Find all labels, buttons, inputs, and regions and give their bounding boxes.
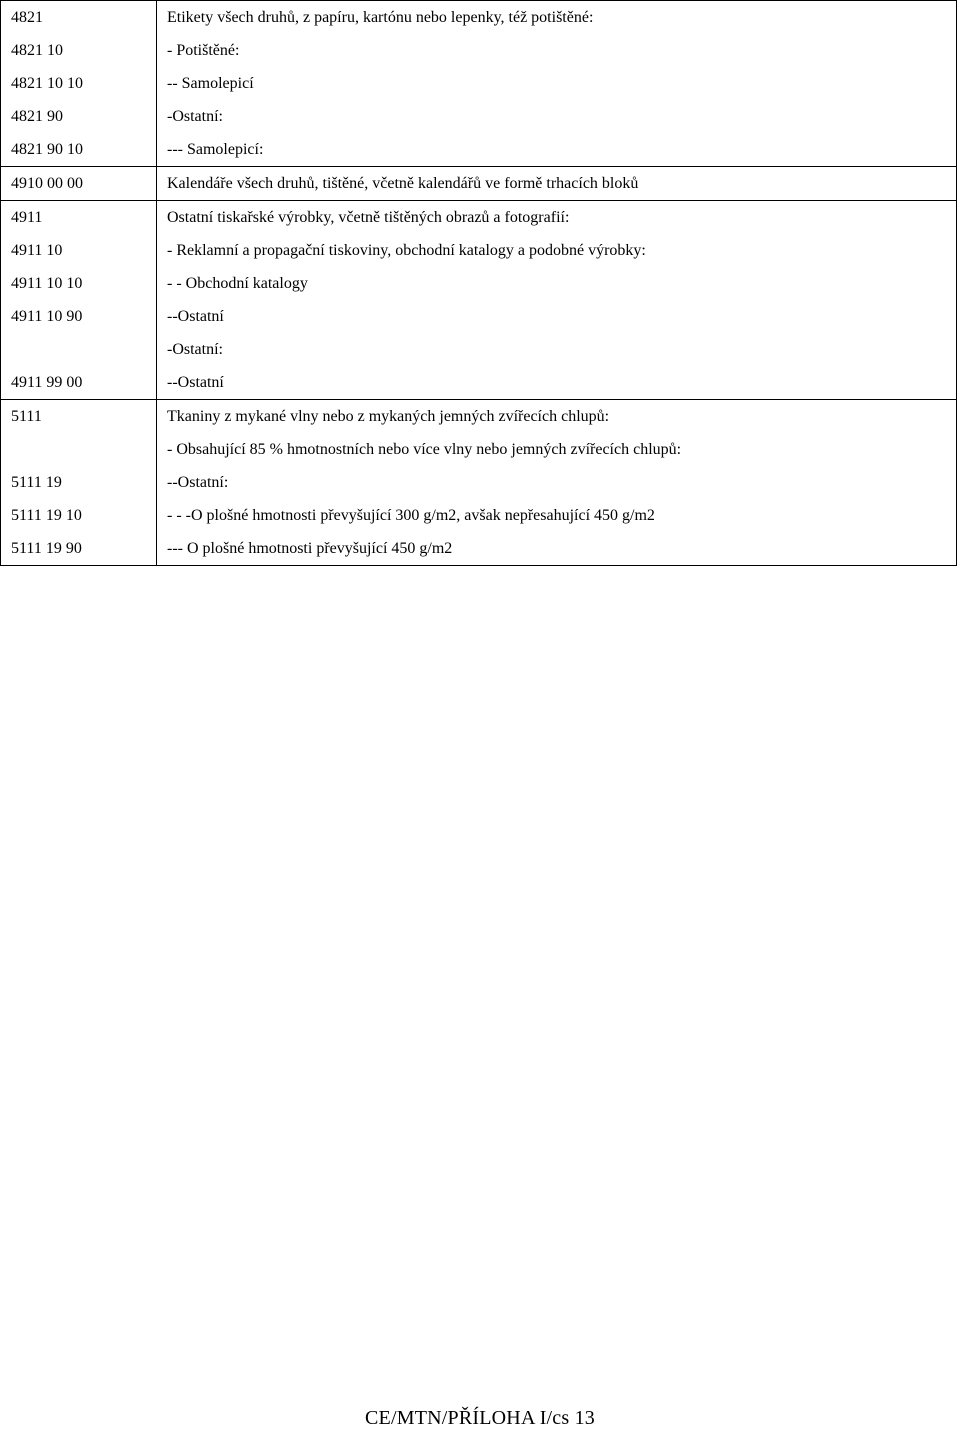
- tariff-description: -- Samolepicí: [167, 75, 254, 92]
- tariff-description: -Ostatní:: [167, 341, 223, 358]
- description-cell: [157, 1, 957, 167]
- tariff-description: --Ostatní:: [167, 474, 229, 491]
- table-row: [1, 400, 957, 566]
- tariff-description: - - -O plošné hmotnosti převyšující 300 g/m2, avšak nepřesahující 450 g/m2: [167, 507, 655, 524]
- tariff-table-body: [1, 1, 957, 566]
- tariff-description: - Reklamní a propagační tiskoviny, obchodní katalogy a podobné výrobky:: [167, 242, 646, 259]
- tariff-code: 5111: [11, 408, 42, 425]
- code-cell: [1, 1, 157, 167]
- tariff-code: 4911: [11, 209, 43, 226]
- description-cell: [157, 400, 957, 566]
- tariff-code: [11, 333, 156, 366]
- description-cell: [157, 201, 957, 400]
- tariff-code: 4910 00 00: [11, 175, 83, 192]
- tariff-description: --Ostatní: [167, 308, 224, 325]
- code-cell: [1, 201, 157, 400]
- table-row: [1, 167, 957, 201]
- tariff-description: Etikety všech druhů, z papíru, kartónu nebo lepenky, též potištěné:: [167, 9, 594, 26]
- table-row: [1, 201, 957, 400]
- tariff-description: - Potištěné:: [167, 42, 240, 59]
- tariff-description: --- Samolepicí:: [167, 141, 264, 158]
- tariff-code: 4821: [11, 9, 43, 26]
- page-footer: CE/MTN/PŘÍLOHA I/cs 13: [365, 1407, 595, 1429]
- tariff-code: 4821 90 10: [11, 141, 83, 158]
- tariff-description: - Obsahující 85 % hmotnostních nebo více vlny nebo jemných zvířecích chlupů:: [167, 441, 682, 458]
- tariff-description: - - Obchodní katalogy: [167, 275, 308, 292]
- tariff-code: 4911 10: [11, 242, 63, 259]
- tariff-code: 4821 10 10: [11, 75, 83, 92]
- tariff-code: 4911 10 10: [11, 275, 83, 292]
- tariff-code: 5111 19 90: [11, 540, 82, 557]
- tariff-code: 4911 99 00: [11, 374, 83, 391]
- tariff-description: Ostatní tiskařské výrobky, včetně tištěných obrazů a fotografií:: [167, 209, 570, 226]
- tariff-code: 5111 19: [11, 474, 62, 491]
- description-cell: [157, 167, 957, 201]
- table-row: [1, 1, 957, 167]
- tariff-description: Kalendáře všech druhů, tištěné, včetně kalendářů ve formě trhacích bloků: [167, 175, 639, 192]
- tariff-code: 4911 10 90: [11, 308, 83, 325]
- tariff-description: --Ostatní: [167, 374, 224, 391]
- code-cell: [1, 167, 157, 201]
- tariff-description: -Ostatní:: [167, 108, 223, 125]
- tariff-code-table: [0, 0, 957, 566]
- tariff-code: 4821 90: [11, 108, 63, 125]
- tariff-description: --- O plošné hmotnosti převyšující 450 g/m2: [167, 540, 453, 557]
- tariff-code: 5111 19 10: [11, 507, 82, 524]
- tariff-code: [11, 433, 156, 466]
- code-cell: [1, 400, 157, 566]
- tariff-code: 4821 10: [11, 42, 63, 59]
- tariff-description: Tkaniny z mykané vlny nebo z mykaných jemných zvířecích chlupů:: [167, 408, 610, 425]
